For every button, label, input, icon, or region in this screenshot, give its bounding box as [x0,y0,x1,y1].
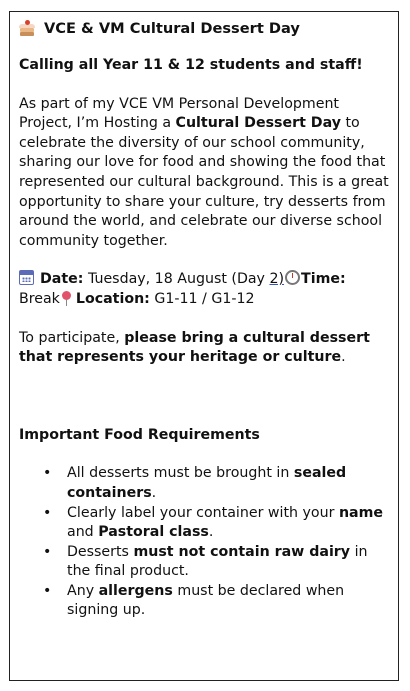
item-text: in the final product. [67,543,368,580]
date-label: Date: [40,271,84,288]
list-item [67,582,389,621]
item-text: Desserts [67,543,134,560]
item-bold: Pastoral class [98,524,209,541]
intro-text-2: to celebrate the diversity of our school community, sharing our love for food and showing the food that represented our cultural background. This is a great opportunity to share your culture, try desserts from around the world, and celebrate our diverse school community together. [19,115,389,249]
location-value: G1-11 / G1-12 [149,290,255,307]
participate-bold: please bring a cultural dessert that represents your heritage or culture [19,329,370,366]
event-details [19,270,389,309]
item-text: Clearly label your container with your [67,504,339,521]
flyer-page [9,11,399,681]
item-bold: name [338,504,384,521]
participate-paragraph [19,329,389,368]
requirements-list [19,464,389,621]
item-text: and [67,524,99,541]
cake-slice-icon [19,22,36,37]
participate-lead: To participate, [19,329,125,346]
time-value: Break [19,290,60,307]
flyer-title [19,19,389,39]
calling-line: Calling all Year 11 & 12 students and staff! [19,57,363,73]
time-label: Time: [301,271,346,288]
pushpin-icon [62,291,71,306]
title-text: VCE & VM Cultural Dessert Day [44,20,300,38]
location-label: Location: [75,290,150,307]
item-bold: must not contain raw dairy [133,543,351,560]
item-text: Any [67,582,99,599]
requirements-heading: Important Food Requirements [19,426,260,443]
item-text: . [208,524,214,541]
item-bold: sealed containers [67,465,347,501]
item-text: . [151,484,157,501]
item-bold: allergens [98,582,173,599]
list-item [67,504,389,543]
item-text: must be declared when signing up. [67,582,345,619]
intro-bold: Cultural Dessert Day [175,115,341,132]
date-day: 2) [269,271,285,288]
list-item [67,543,389,582]
list-item [67,464,389,503]
item-text: All desserts must be brought in [67,465,294,482]
date-value: Tuesday, 18 August (Day [83,271,270,288]
clock-icon [285,270,300,285]
calendar-icon [19,270,34,285]
participate-end: . [341,349,346,366]
intro-paragraph [19,95,389,252]
intro-text-1: As part of my VCE VM Personal Development Project, I’m Hosting a [19,95,339,132]
